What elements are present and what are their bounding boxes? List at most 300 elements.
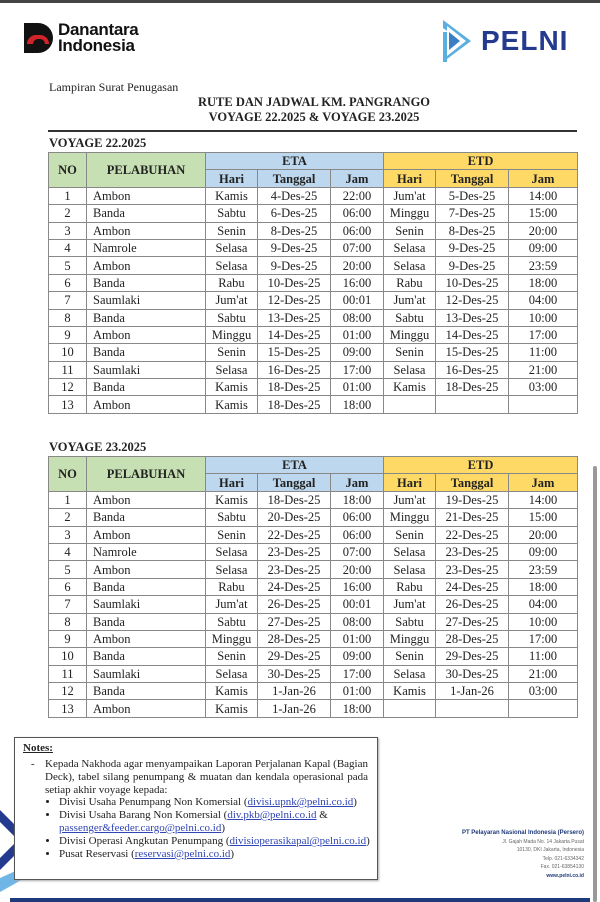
cell-etd-day: Selasa (384, 561, 436, 578)
cell-etd-day (384, 700, 436, 717)
header-eta-time: Jam (331, 170, 384, 187)
header-port: PELABUHAN (87, 153, 206, 188)
notes-item-text: Divisi Operasi Angkutan Penumpang ( (59, 835, 230, 847)
table-row (49, 613, 578, 630)
cell-etd-time: 14:00 (509, 491, 578, 508)
cell-eta-day: Jum'at (206, 596, 258, 613)
cell-eta-day: Sabtu (206, 309, 258, 326)
cell-etd-day: Senin (384, 344, 436, 361)
cell-etd-time (509, 700, 578, 717)
cell-etd-time: 11:00 (509, 648, 578, 665)
notes-item-text: Pusat Reservasi ( (59, 848, 135, 860)
cell-no: 9 (49, 326, 87, 343)
voyage-22-schedule-table (48, 152, 578, 414)
cell-eta-day: Kamis (206, 700, 258, 717)
table-row (49, 379, 578, 396)
cell-no: 10 (49, 648, 87, 665)
cell-eta-day: Selasa (206, 257, 258, 274)
cell-eta-time: 18:00 (331, 491, 384, 508)
cell-eta-date: 29-Des-25 (258, 648, 331, 665)
notes-item-text: Divisi Usaha Barang Non Komersial ( (59, 809, 228, 821)
voyage-23-label: VOYAGE 23.2025 (49, 440, 147, 454)
email-link[interactable]: div.pkb@pelni.co.id (227, 809, 317, 821)
cell-eta-date: 14-Des-25 (258, 326, 331, 343)
cell-eta-day: Minggu (206, 326, 258, 343)
cell-eta-time: 17:00 (331, 665, 384, 682)
cell-etd-day: Senin (384, 648, 436, 665)
cell-eta-day: Senin (206, 526, 258, 543)
cell-no: 2 (49, 205, 87, 222)
bottom-border (10, 898, 590, 902)
cell-etd-time: 15:00 (509, 205, 578, 222)
cell-no: 12 (49, 379, 87, 396)
notes-title: Notes: (23, 742, 53, 754)
cell-etd-date: 9-Des-25 (436, 257, 509, 274)
pelni-logo (441, 20, 568, 62)
cell-port: Banda (87, 274, 206, 291)
cell-eta-day: Senin (206, 648, 258, 665)
cell-port: Banda (87, 613, 206, 630)
table-row (49, 630, 578, 647)
cell-eta-day: Jum'at (206, 292, 258, 309)
table-row (49, 187, 578, 204)
cell-etd-date: 19-Des-25 (436, 491, 509, 508)
danantara-logo (24, 22, 138, 54)
cell-etd-date: 18-Des-25 (436, 379, 509, 396)
cell-eta-time: 01:00 (331, 630, 384, 647)
cell-eta-day: Minggu (206, 630, 258, 647)
header-etd-date: Tanggal (436, 474, 509, 491)
notes-intro: Kepada Nakhoda agar menyampaikan Laporan Perjalanan Kapal (Bagian Deck), tabel silang penumpang & muatan dan kendala operasional pada setiap akhir voyage kepada: (45, 758, 368, 796)
cell-etd-date: 28-Des-25 (436, 630, 509, 647)
cell-etd-date: 8-Des-25 (436, 222, 509, 239)
cell-eta-day: Selasa (206, 361, 258, 378)
cell-etd-day: Rabu (384, 274, 436, 291)
cell-eta-date: 24-Des-25 (258, 578, 331, 595)
cell-no: 5 (49, 257, 87, 274)
cell-etd-date: 5-Des-25 (436, 187, 509, 204)
cell-eta-time: 06:00 (331, 509, 384, 526)
cell-etd-day: Selasa (384, 665, 436, 682)
cell-eta-date: 9-Des-25 (258, 239, 331, 256)
cell-no: 6 (49, 578, 87, 595)
cell-no: 6 (49, 274, 87, 291)
voyage-23-schedule-table (48, 456, 578, 718)
cell-etd-time: 04:00 (509, 596, 578, 613)
header-eta-day: Hari (206, 474, 258, 491)
company-website[interactable]: www.pelni.co.id (546, 872, 584, 879)
cell-etd-date: 21-Des-25 (436, 509, 509, 526)
cell-eta-time: 09:00 (331, 344, 384, 361)
cell-eta-day: Kamis (206, 379, 258, 396)
cell-eta-day: Rabu (206, 578, 258, 595)
cell-etd-time: 21:00 (509, 665, 578, 682)
cell-etd-time: 20:00 (509, 526, 578, 543)
notes-item-suffix: ) (366, 835, 370, 847)
cell-etd-time: 09:00 (509, 543, 578, 560)
header-eta: ETA (206, 457, 384, 474)
cell-eta-date: 28-Des-25 (258, 630, 331, 647)
notes-item-suffix: ) (221, 822, 226, 834)
cell-eta-time: 00:01 (331, 596, 384, 613)
table-row (49, 665, 578, 682)
cell-eta-date: 16-Des-25 (258, 361, 331, 378)
cell-eta-date: 20-Des-25 (258, 509, 331, 526)
notes-item (59, 848, 389, 861)
cell-etd-time: 18:00 (509, 578, 578, 595)
notes-box (14, 737, 378, 880)
notes-dash: - (31, 758, 35, 770)
cell-etd-time: 10:00 (509, 613, 578, 630)
cell-no: 13 (49, 700, 87, 717)
header-etd: ETD (384, 153, 578, 170)
company-phone: Telp. 021-6334342 (542, 855, 584, 862)
cell-eta-time: 16:00 (331, 274, 384, 291)
logo-line1: Danantara (58, 20, 139, 39)
cell-port: Banda (87, 344, 206, 361)
cell-etd-date: 1-Jan-26 (436, 683, 509, 700)
cell-eta-day: Senin (206, 222, 258, 239)
header-port: PELABUHAN (87, 457, 206, 492)
table-row (49, 309, 578, 326)
cell-etd-day: Minggu (384, 630, 436, 647)
cell-eta-date: 18-Des-25 (258, 379, 331, 396)
cell-port: Saumlaki (87, 361, 206, 378)
cell-eta-date: 9-Des-25 (258, 257, 331, 274)
cell-port: Banda (87, 379, 206, 396)
cell-eta-day: Sabtu (206, 509, 258, 526)
cell-no: 3 (49, 526, 87, 543)
vertical-scrollbar[interactable] (593, 466, 597, 902)
cell-etd-time: 03:00 (509, 379, 578, 396)
table-row (49, 344, 578, 361)
cell-eta-time: 18:00 (331, 396, 384, 413)
title-divider (48, 130, 577, 132)
table-row (49, 509, 578, 526)
cell-eta-day: Senin (206, 344, 258, 361)
table-row (49, 543, 578, 560)
cell-port: Namrole (87, 239, 206, 256)
cell-port: Ambon (87, 491, 206, 508)
cell-eta-time: 18:00 (331, 700, 384, 717)
cell-eta-time: 22:00 (331, 187, 384, 204)
header-eta-date: Tanggal (258, 474, 331, 491)
cell-etd-time: 04:00 (509, 292, 578, 309)
cell-no: 2 (49, 509, 87, 526)
table-row (49, 396, 578, 413)
cell-eta-day: Selasa (206, 543, 258, 560)
notes-item (59, 835, 389, 848)
cell-etd-date (436, 396, 509, 413)
cell-eta-date: 26-Des-25 (258, 596, 331, 613)
header-etd-day: Hari (384, 474, 436, 491)
cell-eta-time: 08:00 (331, 309, 384, 326)
cell-no: 8 (49, 613, 87, 630)
cell-eta-time: 09:00 (331, 648, 384, 665)
voyage-22-label: VOYAGE 22.2025 (49, 136, 147, 150)
cell-eta-day: Kamis (206, 491, 258, 508)
danantara-logo-icon (24, 23, 53, 53)
cell-etd-day: Sabtu (384, 613, 436, 630)
cell-eta-date: 18-Des-25 (258, 491, 331, 508)
cell-no: 5 (49, 561, 87, 578)
company-address1: Jl. Gajah Mada No. 14 Jakarta Pusat (502, 838, 584, 845)
cell-etd-date: 9-Des-25 (436, 239, 509, 256)
company-name: PT Pelayaran Nasional Indonesia (Persero) (461, 830, 584, 836)
table-row (49, 578, 578, 595)
cell-etd-date: 15-Des-25 (436, 344, 509, 361)
header-etd-time: Jam (509, 474, 578, 491)
table-row (49, 274, 578, 291)
cell-etd-day: Sabtu (384, 309, 436, 326)
cell-port: Banda (87, 578, 206, 595)
cell-etd-date: 23-Des-25 (436, 543, 509, 560)
cell-no: 7 (49, 292, 87, 309)
email-link[interactable]: passenger&feeder.cargo@pelni.co.id (59, 822, 222, 834)
table-row (49, 239, 578, 256)
cell-port: Ambon (87, 222, 206, 239)
cell-etd-day: Selasa (384, 239, 436, 256)
cell-port: Banda (87, 648, 206, 665)
header-etd: ETD (384, 457, 578, 474)
cell-port: Ambon (87, 700, 206, 717)
header-etd-date: Tanggal (436, 170, 509, 187)
table-row (49, 292, 578, 309)
header-eta-day: Hari (206, 170, 258, 187)
cell-eta-date: 8-Des-25 (258, 222, 331, 239)
cell-eta-time: 07:00 (331, 543, 384, 560)
cell-eta-date: 23-Des-25 (258, 543, 331, 560)
cell-port: Ambon (87, 257, 206, 274)
cell-eta-date: 4-Des-25 (258, 187, 331, 204)
cell-no: 9 (49, 630, 87, 647)
notes-contact-list (45, 796, 389, 861)
pelni-logo-icon (441, 20, 473, 62)
table-row (49, 596, 578, 613)
notes-item (59, 809, 389, 835)
header-etd-day: Hari (384, 170, 436, 187)
cell-eta-date: 1-Jan-26 (258, 700, 331, 717)
cell-etd-day: Selasa (384, 361, 436, 378)
cell-eta-date: 10-Des-25 (258, 274, 331, 291)
cell-etd-day: Jum'at (384, 292, 436, 309)
cell-port: Banda (87, 205, 206, 222)
top-border (0, 0, 600, 3)
cell-eta-day: Sabtu (206, 613, 258, 630)
cell-no: 4 (49, 239, 87, 256)
cell-eta-date: 22-Des-25 (258, 526, 331, 543)
cell-etd-time: 23:59 (509, 561, 578, 578)
cell-eta-time: 01:00 (331, 379, 384, 396)
cell-etd-day: Jum'at (384, 491, 436, 508)
document-title-voyages: VOYAGE 22.2025 & VOYAGE 23.2025 (208, 110, 420, 124)
cell-eta-day: Rabu (206, 274, 258, 291)
header-eta-time: Jam (331, 474, 384, 491)
cell-port: Saumlaki (87, 665, 206, 682)
table-row (49, 491, 578, 508)
cell-no: 8 (49, 309, 87, 326)
cell-etd-time: 15:00 (509, 509, 578, 526)
table-row (49, 561, 578, 578)
cell-eta-day: Selasa (206, 561, 258, 578)
cell-eta-time: 07:00 (331, 239, 384, 256)
cell-no: 10 (49, 344, 87, 361)
cell-port: Ambon (87, 630, 206, 647)
cell-no: 13 (49, 396, 87, 413)
cell-eta-time: 20:00 (331, 257, 384, 274)
company-footer (462, 829, 584, 880)
company-fax: Fax. 021-63854130 (540, 864, 584, 870)
cell-etd-day: Kamis (384, 379, 436, 396)
cell-eta-date: 18-Des-25 (258, 396, 331, 413)
cell-etd-date: 29-Des-25 (436, 648, 509, 665)
cell-eta-time: 06:00 (331, 526, 384, 543)
cell-eta-day: Selasa (206, 239, 258, 256)
cell-etd-day: Jum'at (384, 187, 436, 204)
notes-item (59, 796, 389, 809)
cell-etd-date (436, 700, 509, 717)
cell-no: 1 (49, 491, 87, 508)
cell-etd-day: Selasa (384, 257, 436, 274)
email-link[interactable]: reservasi@pelni.co.id (134, 848, 231, 860)
cell-eta-time: 06:00 (331, 222, 384, 239)
cell-etd-day: Minggu (384, 205, 436, 222)
cell-eta-day: Kamis (206, 187, 258, 204)
cell-etd-time (509, 396, 578, 413)
cell-eta-time: 06:00 (331, 205, 384, 222)
table-row (49, 205, 578, 222)
cell-no: 12 (49, 683, 87, 700)
cell-etd-day (384, 396, 436, 413)
cell-etd-day: Minggu (384, 509, 436, 526)
cell-eta-time: 08:00 (331, 613, 384, 630)
cell-eta-date: 13-Des-25 (258, 309, 331, 326)
cell-eta-time: 17:00 (331, 361, 384, 378)
cell-etd-date: 22-Des-25 (436, 526, 509, 543)
cell-etd-day: Minggu (384, 326, 436, 343)
cell-port: Ambon (87, 396, 206, 413)
cell-etd-date: 23-Des-25 (436, 561, 509, 578)
cell-eta-time: 00:01 (331, 292, 384, 309)
company-address2: 10130, DKI Jakarta, Indonesia (516, 847, 584, 853)
cell-etd-time: 17:00 (509, 630, 578, 647)
cell-etd-time: 10:00 (509, 309, 578, 326)
cell-port: Ambon (87, 187, 206, 204)
cell-etd-date: 24-Des-25 (436, 578, 509, 595)
header-no: NO (49, 153, 87, 188)
notes-item-suffix: ) (353, 796, 357, 808)
table-row (49, 326, 578, 343)
cell-etd-time: 14:00 (509, 187, 578, 204)
cell-port: Saumlaki (87, 596, 206, 613)
cell-no: 3 (49, 222, 87, 239)
document-subtitle: Lampiran Surat Penugasan (49, 80, 179, 94)
cell-eta-date: 23-Des-25 (258, 561, 331, 578)
table-row (49, 700, 578, 717)
danantara-logo-text (58, 22, 138, 54)
header-eta: ETA (206, 153, 384, 170)
cell-etd-time: 21:00 (509, 361, 578, 378)
notes-item-mid: & (316, 809, 328, 821)
header-etd-time: Jam (509, 170, 578, 187)
cell-port: Banda (87, 509, 206, 526)
cell-port: Namrole (87, 543, 206, 560)
cell-etd-day: Kamis (384, 683, 436, 700)
cell-etd-date: 16-Des-25 (436, 361, 509, 378)
cell-no: 7 (49, 596, 87, 613)
header-no: NO (49, 457, 87, 492)
cell-etd-time: 18:00 (509, 274, 578, 291)
email-link[interactable]: divisi.upnk@pelni.co.id (247, 796, 354, 808)
cell-port: Banda (87, 309, 206, 326)
cell-eta-day: Sabtu (206, 205, 258, 222)
cell-port: Ambon (87, 526, 206, 543)
cell-etd-time: 20:00 (509, 222, 578, 239)
cell-etd-date: 27-Des-25 (436, 613, 509, 630)
pelni-logo-text: PELNI (481, 25, 569, 56)
cell-eta-time: 01:00 (331, 683, 384, 700)
cell-etd-day: Senin (384, 222, 436, 239)
logo-line2: Indonesia (58, 36, 135, 55)
cell-no: 4 (49, 543, 87, 560)
cell-eta-time: 16:00 (331, 578, 384, 595)
cell-eta-date: 1-Jan-26 (258, 683, 331, 700)
cell-eta-date: 12-Des-25 (258, 292, 331, 309)
cell-etd-time: 09:00 (509, 239, 578, 256)
cell-etd-date: 30-Des-25 (436, 665, 509, 682)
cell-eta-day: Kamis (206, 683, 258, 700)
cell-eta-time: 20:00 (331, 561, 384, 578)
table-row (49, 648, 578, 665)
table-row (49, 257, 578, 274)
cell-port: Ambon (87, 326, 206, 343)
cell-port: Saumlaki (87, 292, 206, 309)
table-row (49, 222, 578, 239)
cell-eta-day: Kamis (206, 396, 258, 413)
cell-etd-date: 26-Des-25 (436, 596, 509, 613)
cell-etd-time: 17:00 (509, 326, 578, 343)
cell-eta-date: 6-Des-25 (258, 205, 331, 222)
table-row (49, 526, 578, 543)
header-eta-date: Tanggal (258, 170, 331, 187)
document-title: RUTE DAN JADWAL KM. PANGRANGO (197, 95, 431, 109)
cell-port: Banda (87, 683, 206, 700)
cell-etd-time: 03:00 (509, 683, 578, 700)
cell-eta-date: 30-Des-25 (258, 665, 331, 682)
cell-eta-date: 15-Des-25 (258, 344, 331, 361)
cell-etd-time: 23:59 (509, 257, 578, 274)
cell-etd-day: Jum'at (384, 596, 436, 613)
cell-no: 1 (49, 187, 87, 204)
email-link[interactable]: divisioperasikapal@pelni.co.id (229, 835, 367, 847)
cell-no: 11 (49, 361, 87, 378)
cell-etd-date: 10-Des-25 (436, 274, 509, 291)
cell-etd-day: Selasa (384, 543, 436, 560)
notes-item-suffix: ) (230, 848, 235, 860)
cell-eta-day: Selasa (206, 665, 258, 682)
cell-etd-date: 13-Des-25 (436, 309, 509, 326)
cell-eta-date: 27-Des-25 (258, 613, 331, 630)
cell-etd-date: 12-Des-25 (436, 292, 509, 309)
cell-etd-day: Rabu (384, 578, 436, 595)
table-row (49, 683, 578, 700)
table-row (49, 361, 578, 378)
cell-etd-date: 14-Des-25 (436, 326, 509, 343)
cell-eta-time: 01:00 (331, 326, 384, 343)
cell-port: Ambon (87, 561, 206, 578)
cell-no: 11 (49, 665, 87, 682)
cell-etd-time: 11:00 (509, 344, 578, 361)
